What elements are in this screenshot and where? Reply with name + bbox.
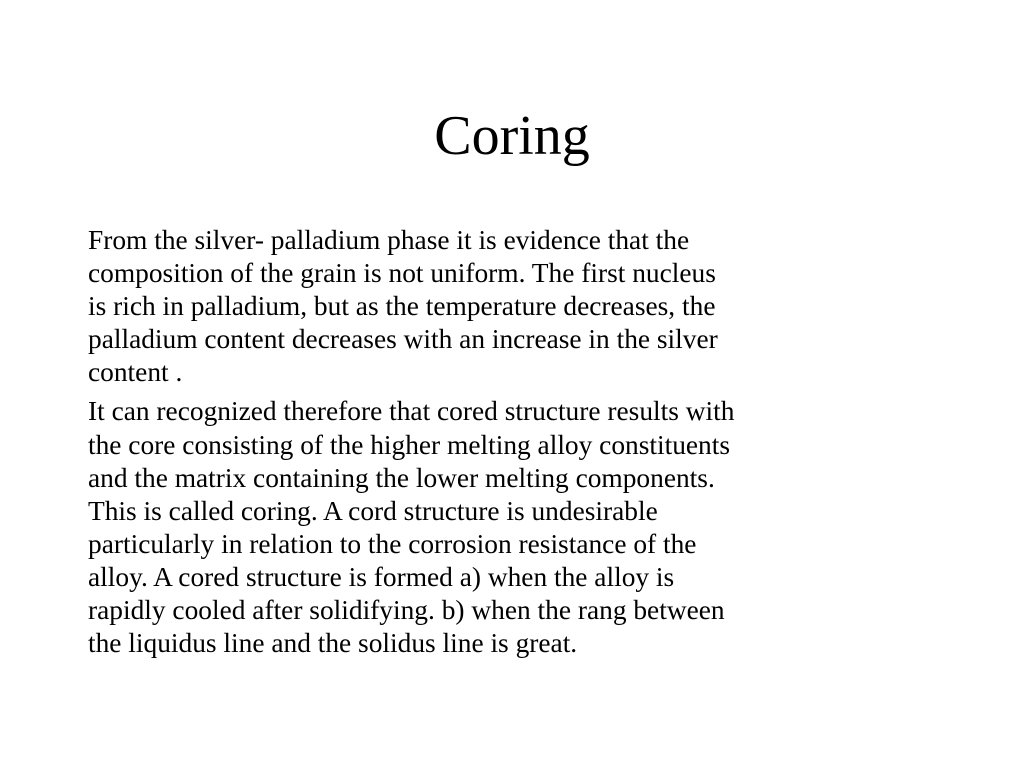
- text-line: is rich in palladium, but as the temperature decreases, the: [88, 291, 716, 322]
- text-line: This is called coring. A cord structure is undesirable: [88, 495, 658, 526]
- text-line: It can recognized therefore that cored structure results with: [88, 396, 735, 427]
- slide-body: [88, 224, 908, 666]
- paragraph-1: [88, 224, 908, 389]
- text-line: and the matrix containing the lower melting components.: [88, 462, 715, 493]
- paragraph-2: [88, 395, 908, 660]
- text-line: the liquidus line and the solidus line is great.: [88, 628, 578, 659]
- text-line: alloy. A cored structure is formed a) when the alloy is: [88, 561, 675, 592]
- text-line: rapidly cooled after solidifying. b) when the rang between: [88, 595, 725, 626]
- text-line: content .: [88, 357, 183, 388]
- text-line: From the silver- palladium phase it is evidence that the: [88, 225, 690, 255]
- slide-title: Coring: [434, 105, 590, 167]
- text-line: palladium content decreases with an increase in the silver: [88, 324, 718, 355]
- text-line: the core consisting of the higher melting alloy constituents: [88, 429, 731, 460]
- text-line: particularly in relation to the corrosion resistance of the: [88, 528, 697, 559]
- text-line: composition of the grain is not uniform. The first nucleus: [88, 258, 716, 289]
